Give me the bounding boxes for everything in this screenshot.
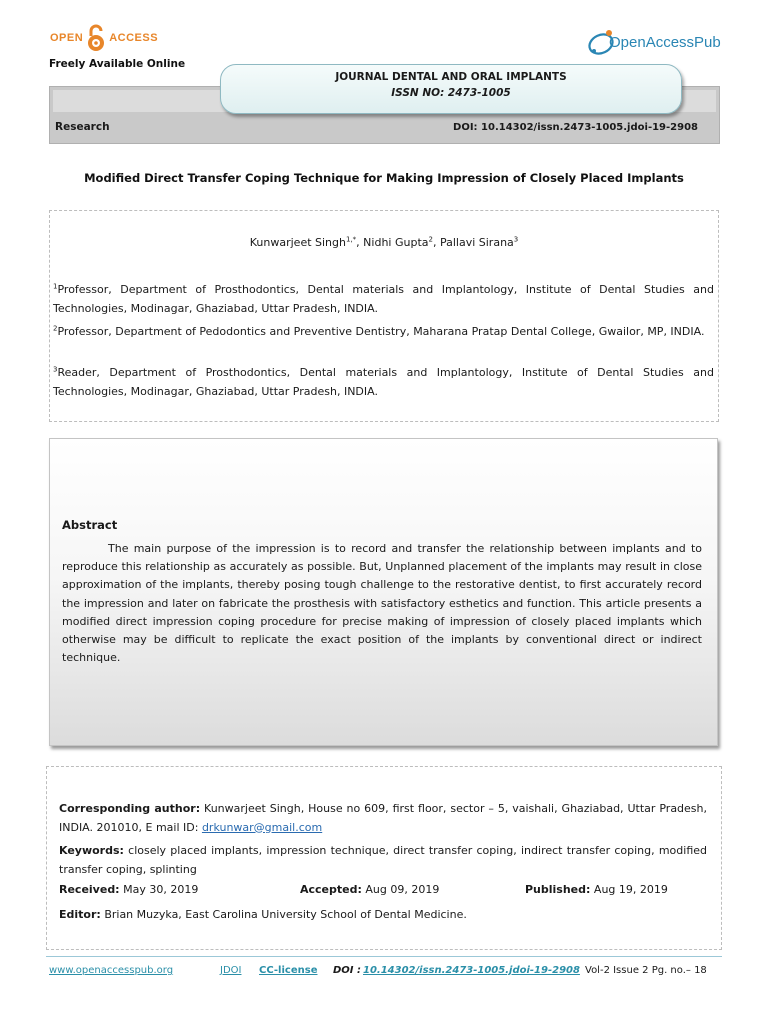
footer-doi-link[interactable]: 10.14302/issn.2473-1005.jdoi-19-2908 [363, 965, 580, 976]
journal-title: JOURNAL DENTAL AND ORAL IMPLANTS [335, 71, 567, 83]
affiliation-text: Professor, Department of Prosthodontics, Dental materials and Implantology, Institute of Dental Studies and Technologies, Modinagar, Ghaziabad, Uttar Pradesh, INDIA. [53, 283, 714, 315]
editor-label: Editor: [59, 908, 101, 921]
header-doi: DOI: 10.14302/issn.2473-1005.jdoi-19-2908 [453, 122, 698, 133]
footer-license-link[interactable]: CC-license [259, 965, 318, 976]
keywords [59, 842, 707, 879]
logo-open-text: OPEN [50, 32, 84, 44]
author-superscript: 1,* [345, 235, 357, 244]
received-date [59, 883, 198, 896]
journal-title-box [220, 64, 682, 114]
keywords-label: Keywords: [59, 844, 124, 857]
affiliation [53, 280, 714, 318]
footer-volume: Vol-2 Issue 2 Pg. no.– 18 [585, 965, 707, 976]
received-label: Received: [59, 883, 120, 896]
footer-doi-label: DOI : [333, 965, 362, 976]
paper-title: Modified Direct Transfer Coping Technique for Making Impression of Closely Placed Implants [84, 171, 684, 185]
accepted-label: Accepted: [300, 883, 362, 896]
open-lock-icon [85, 24, 107, 52]
article-type-label: Research [55, 121, 110, 133]
page-footer [49, 965, 717, 979]
editor [59, 906, 707, 925]
author-name: Kunwarjeet Singh [249, 236, 346, 249]
author-superscript: 2 [428, 235, 433, 244]
corresponding-author [59, 800, 707, 837]
author-superscript: 3 [513, 235, 519, 244]
author-email-link[interactable]: drkunwar@gmail.com [201, 820, 323, 834]
editor-text: Brian Muzyka, East Carolina University School of Dental Medicine. [104, 908, 467, 921]
affiliation-text: Reader, Department of Prosthodontics, Dental materials and Implantology, Institute of Dental Studies and Technologies, Modinagar, Ghaziabad, Uttar Pradesh, INDIA. [53, 366, 714, 398]
abstract-text: The main purpose of the impression is to record and transfer the relationship between implants and to reproduce this relationship as accurately as possible. But, Unplanned placement of the implants may result in close approximation of the implants, thereby posing tough challenge to the restorative dentist, to first accurately record the impression and later on fabricate the prosthesis with satisfactory esthetics and function. This article presents a modified direct impression coping procedure for precise making of impression of closely placed implants which otherwise may be difficult to replicate the exact position of the implants by conventional direct or indirect technique. [62, 542, 702, 665]
author-list: Kunwarjeet Singh$^{1,*}$, Nidhi Gupta$^2$, Pallavi Sirana$^3$ [249, 235, 519, 249]
author-name: Nidhi Gupta [363, 236, 429, 249]
published-date [525, 883, 668, 896]
freely-available-label: Freely Available Online [49, 58, 186, 70]
logo-access-text: ACCESS [109, 32, 159, 44]
corresponding-author-label: Corresponding author: [59, 802, 201, 815]
publisher-name: OpenAccessPub [609, 34, 721, 51]
affiliation-superscript: 2 [53, 324, 58, 333]
affiliation-superscript: 1 [53, 282, 58, 291]
affiliation [53, 322, 714, 341]
journal-issn: ISSN NO: 2473-1005 [391, 87, 511, 99]
received-value: May 30, 2019 [123, 883, 199, 896]
accepted-value: Aug 09, 2019 [365, 883, 440, 896]
corresponding-author-text: Kunwarjeet Singh, House no 609, first floor, sector – 5, vaishali, Ghaziabad, Uttar Pradesh, INDIA. 201010, E mail ID: [59, 802, 708, 834]
footer-divider [46, 956, 722, 957]
keywords-text: closely placed implants, impression technique, direct transfer coping, indirect transfer coping, modified transfer coping, splinting [59, 844, 708, 876]
published-label: Published: [525, 883, 591, 896]
footer-journal-link[interactable]: JDOI [220, 965, 242, 976]
abstract-heading: Abstract [62, 518, 118, 532]
affiliation [53, 363, 714, 401]
affiliation-superscript: 3 [53, 365, 58, 374]
published-value: Aug 19, 2019 [593, 883, 668, 896]
accepted-date [300, 883, 439, 896]
affiliation-text: Professor, Department of Pedodontics and Preventive Dentistry, Maharana Pratap Dental College, Gwailor, MP, INDIA. [57, 325, 705, 338]
open-access-logo [50, 24, 158, 52]
publisher-logo [585, 24, 725, 60]
article-dates [59, 883, 707, 901]
author-name: Pallavi Sirana [439, 236, 514, 249]
footer-website-link[interactable]: www.openaccesspub.org [49, 965, 174, 976]
